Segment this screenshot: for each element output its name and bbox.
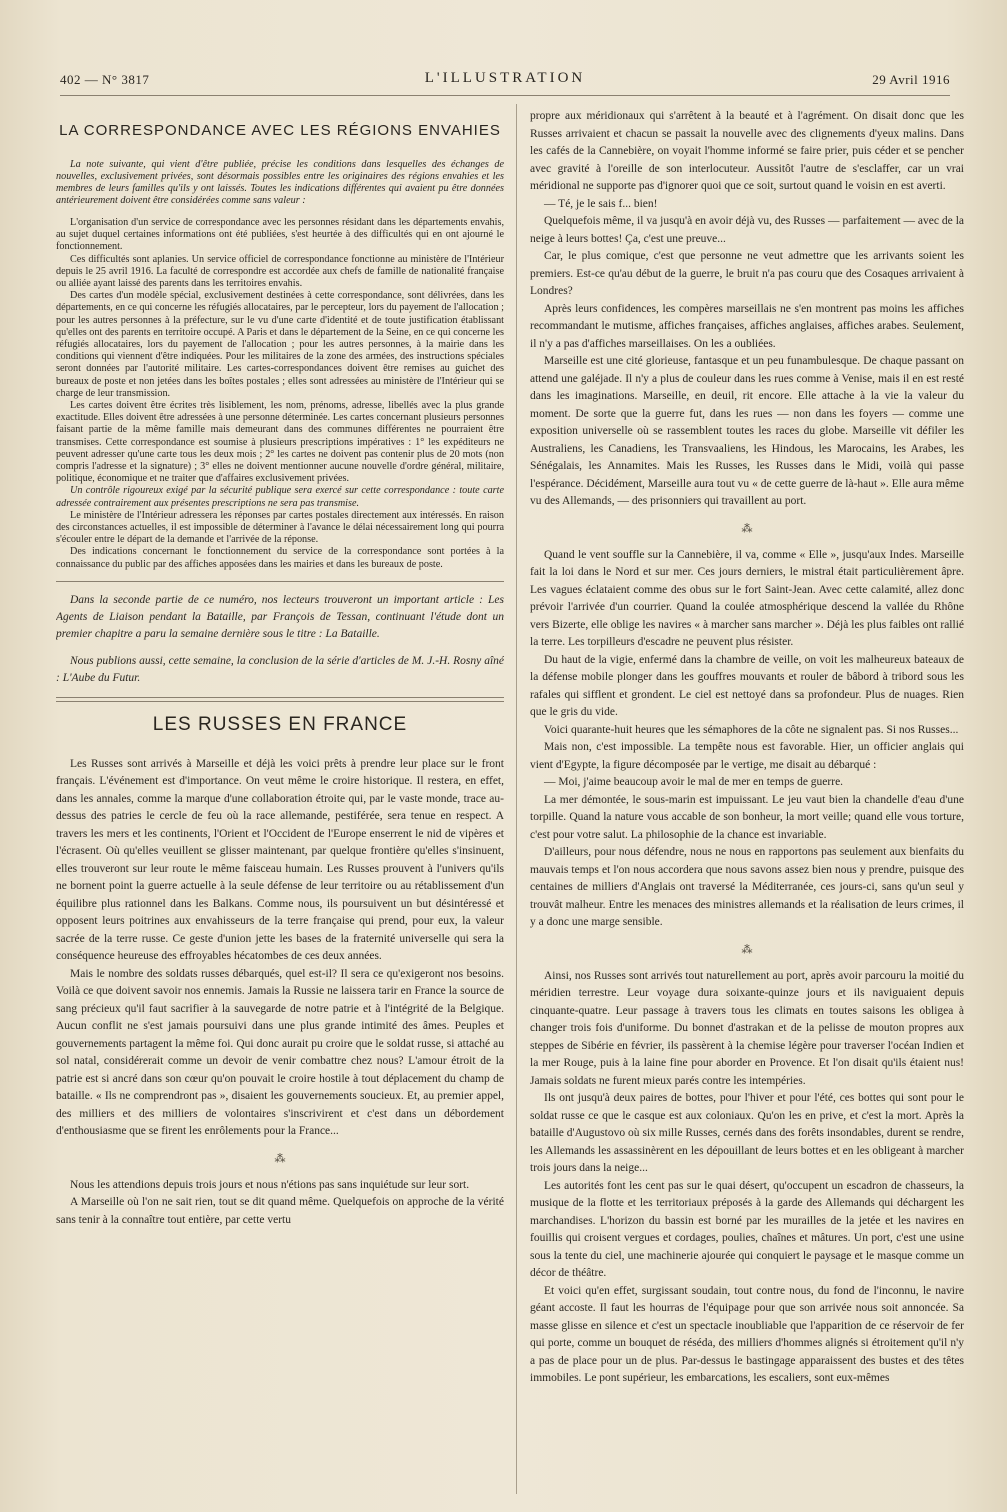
article-paragraph: Voici quarante-huit heures que les sémaphores de la côte ne signalent pas. Si nos Russes...	[544, 723, 959, 736]
article-paragraph: Nous les attendions depuis trois jours et nous n'étions pas sans inquiétude sur leur sort.	[70, 1178, 470, 1191]
page-header	[60, 66, 950, 90]
article-paragraph: — Té, je le sais f... bien!	[544, 197, 658, 210]
left-column	[56, 108, 504, 1493]
article-paragraph: Ils ont jusqu'à deux paires de bottes, pour l'hiver et pour l'été, ces bottes qui sont pour le soldat russe ce que le casque est aux coloniaux. Qu'on les en prive, et c'est la mort. Après la bataille d'Augustovo où six mille Russes, cernés dans des forêts insondables, durent se rendre, les Allemands les assassinèrent en les dépouillant de leurs bottes et en les obligeant à marcher trois jours dans la neige...	[530, 1092, 964, 1174]
article-paragraph: Quand le vent souffle sur la Cannebière, il va, comme « Elle », jusqu'aux Indes. Marseille fait la loi dans le Nord et sur mer. Ces jours derniers, le mistral était particulièrement âpre. Les vagues éclataient comme des obus sur le fort Saint-Jean. Avec cette calamité, allez donc prévoir l'arrivée d'un courrier. Quand la coulée atmosphérique descend la vallée du Rhône vers Bizerte, elle oblige les navires « à marcher sans marcher ». Déjà les plus faibles ont rallié la terre. Les torpilleurs d'escadre ne peuvent plus résister.	[530, 548, 964, 648]
article-paragraph: Quelquefois même, il va jusqu'à en avoir déjà vu, des Russes — parfaitement — avec de la neige à leurs bottes! Ça, c'est une preuve...	[530, 215, 964, 245]
article-paragraph: Mais non, c'est impossible. La tempête nous est favorable. Hier, un officier anglais qui vient d'Egypte, la figure décomposée par le vertige, me disait au débarqué :	[530, 741, 964, 771]
article-paragraph: Et voici qu'en effet, surgissant soudain, tout contre nous, du fond de l'inconnu, le navire géant accoste. Il faut les hourras de l'équipage pour que son arrivée nous soit annoncée. Sa masse glisse en silence et c'est un spectacle inoubliable que l'apparition de ce réservoir de fer qui porte, comme un bouquet de réséda, des milliers d'hommes alignés si étroitement qu'il n'y a pas de place pour un de plus. Par-dessus le bastingage apparaissent des bustes et des têtes immobiles. Le pont supérieur, les embarcations, les escaliers, sont eux-mêmes	[530, 1284, 964, 1384]
article-paragraph: Mais le nombre des soldats russes débarqués, quel est-il? Il sera ce qu'exigeront nos besoins. Voilà ce que doivent savoir nos ennemis. Jamais la Russie ne laissera tarir en France la source de sang précieux qu'il faut sacrifier à la sauvegarde de notre patrie et à l'intégrité de la Belgique. Aucun conflit ne s'est jamais poursuivi dans une plus grande intimité des âmes. Peuples et gouvernements partagent la même foi. Qui donc aurait pu croire que le soldat russe, si attaché au sol natal, considérerait comme un devoir de venir combattre chez nous? L'amour étroit de la patrie est si ancré dans son cœur qu'on pouvait le croire hostile à tout déplacement du champ de bataille. « Ils ne comprendront pas », disaient les gouvernements soucieux. Et, au premier appel, des milliers et des milliers de volontaires s'inscrivirent et c'est dans un débordement d'enthousiasme que se firent les enrôlements pour la France...	[56, 967, 504, 1138]
asterism-separator: ⁂	[741, 943, 753, 956]
intro-note: La note suivante, qui vient d'être publiée, précise les conditions dans lesquelles des échanges de nouvelles, exclusivement privées, sont désormais possibles entre les originaires des régions envahies et les membres de leurs familles qu'ils y ont laissés. Toutes les indications différentes qui avaient pu être données antérieurement doivent être considérées comme sans valeur :	[56, 159, 504, 206]
article-paragraph: La mer démontée, le sous-marin est impuissant. Le jeu vaut bien la chandelle d'eau d'une torpille. Quand la nature vous accable de son bonheur, la mort veille; quand elle vous torture, c'est pour votre salut. La philosophie de la chance est invariable.	[530, 793, 964, 841]
publication-title: L'ILLUSTRATION	[424, 70, 586, 86]
correspondance-paragraph: Des indications concernant le fonctionnement du service de la correspondance sont portées à la connaissance du public par des affiches apposées dans les mairies et dans les bureaux de poste.	[56, 546, 504, 570]
right-column	[530, 108, 964, 1493]
article-paragraph: D'ailleurs, pour nous défendre, nous ne nous en rapportons pas seulement aux bienfaits du mauvais temps et l'on nous accordera que nous savons assez bien nous y prendre, puisque des centaines de milliers d'Anglais ont traversé la Méditerranée, ces jours-ci, sans qu'un seul y trouvât malheur. Entre les menaces des ministres allemands et la réalisation de leurs crimes, il y a donc une marge sensible.	[530, 846, 964, 928]
correspondance-paragraph: Les cartes doivent être écrites très lisiblement, les nom, prénoms, adresse, libellés avec la plus grande exactitude. Elles doivent être adressées à une personne déterminée. Les cartes concernant plusieurs personnes faisant partie de la même famille mais demeurant dans des communes différentes ne pourraient être transmises. Cette correspondance est soumise à plusieurs prescriptions impératives : 1° les expéditeurs ne peuvent adresser qu'une carte tous les deux mois ; 2° les cartes ne doivent pas contenir plus de 20 mots (non compris l'adresse et la signature) ; 3° elles ne doivent mentionner aucune nouvelle d'ordre général, militaire, politique, économique et ne traiter que d'affaires exclusivement privées.	[56, 400, 504, 485]
editorial-note: Nous publions aussi, cette semaine, la conclusion de la série d'articles de M. J.-H. Rosny aîné : L'Aube du Futur.	[56, 654, 504, 684]
article-paragraph: Marseille est une cité glorieuse, fantasque et un peu funambulesque. De chaque passant on attend une galéjade. Il n'y a plus de couleur dans les rues comme à Venise, mais il en est resté dans les imaginations. Marseille, en deuil, rit encore. Elle attache à la vie la valeur du moment. De sorte que la guerre fut, dans les rues — non dans les foyers — comme une exposition universelle où se rassemblent toutes les races du globe. Marseille vit défiler les Australiens, les Canadiens, les Transvaaliens, les Hindous, les Marocains, les Arabes, les Sénégalais, les Annamites. Mais les Russes, les Russes dans le Midi, voilà qui passe l'espérance. Décidément, Marseille aura tout vu « de cette guerre de là-haut ». Elle aura même vu des Allemands, — des prisonniers qui travaillent au port.	[530, 355, 964, 507]
correspondance-paragraph: L'organisation d'un service de correspondance avec les personnes résidant dans les départements envahis, au sujet duquel certaines informations ont été publiées, s'est heurtée à des difficultés qui en ont ajourné le fonctionnement.	[56, 217, 504, 253]
asterism-separator: ⁂	[274, 1152, 286, 1165]
correspondance-paragraph: Un contrôle rigoureux exigé par la sécurité publique sera exercé sur cette correspondance : toute carte adressée contrairement aux présentes prescriptions ne sera pas transmise.	[56, 485, 504, 509]
article-paragraph: Après leurs confidences, les compères marseillais ne s'en montrent pas moins les affiches recommandant le mutisme, affiches françaises, affiches anglaises, affiches arabes. Seulement, il n'y a pas d'affiches marseillaises. On les a oubliées.	[530, 302, 964, 350]
page-number: 402 — N° 3817	[60, 72, 150, 87]
correspondance-paragraph: Des cartes d'un modèle spécial, exclusivement destinées à cette correspondance, sont délivrées, dans les départements, en ce qui concerne les réfugiés allocataires, par le percepteur, lors du payement de l'allocation ; pour les autres personnes à la préfecture, sur le vu d'une carte d'identité et de toute justification établissant qu'elles ont des parents en territoire occupé. A Paris et dans le département de la Seine, en ce qui concerne les réfugiés allocataires, lors du payement de l'allocation ; pour les autres personnes, à la mairie dans les conditions qui viennent d'être indiquées. Pour les militaires de la zone des armées, des instructions spéciales seront données par l'autorité militaire. Les cartes-correspondances doivent être remises au guichet des bureaux de poste et non jetées dans les boîtes postales ; elles sont adressées au ministère de l'Intérieur qui se charge de leur transmission.	[56, 290, 504, 399]
correspondance-paragraph: Ces difficultés sont aplanies. Un service officiel de correspondance fonctionne au ministère de l'Intérieur depuis le 25 avril 1916. La faculté de correspondre est accordée aux chefs de famille de nationalité française ou alliée ayant laissé des parents dans les territoires envahis.	[56, 253, 504, 290]
article-paragraph: Ainsi, nos Russes sont arrivés tout naturellement au port, après avoir parcouru la moitié du méridien terrestre. Leur voyage dura soixante-quinze jours et ils naviguaient depuis cinquante-quatre. Leur passage à travers tous les climats en toutes saisons les obligea à changer trois fois d'uniforme. Du bonnet d'astrakan et de la pelisse de mouton propres aux steppes de Sibérie en février, ils passèrent à la chemise légère pour traverser l'océan Indien et la mer Rouge, puis à la laine fine pour aborder en Provence. Et l'on disait qu'ils étaient nus! Jamais soldats ne furent mieux parés contre les intempéries.	[530, 969, 964, 1087]
editorial-note: Dans la seconde partie de ce numéro, nos lecteurs trouveront un important article : Les Agents de Liaison pendant la Bataille, par François de Tessan, continuant l'étude dont un premier chapitre a paru la semaine dernière sous le titre : La Bataille.	[56, 593, 504, 640]
section-title-russes: LES RUSSES EN FRANCE	[152, 713, 408, 735]
article-paragraph: Du haut de la vigie, enfermé dans la chambre de veille, on voit les malheureux bateaux de la défense mobile plonger dans les gouffres mouvants et rouler de bâbord à tribord sous les rafales qui sifflent et grondent. Le ciel est nettoyé dans sa profondeur. Plus de nuages. Rien que le gris du vide.	[530, 653, 964, 718]
section-rule-double	[56, 697, 504, 702]
article-paragraph: — Moi, j'aime beaucoup avoir le mal de mer en temps de guerre.	[544, 776, 844, 788]
section-rule	[56, 581, 504, 582]
asterism-separator: ⁂	[741, 522, 753, 535]
issue-date: 29 Avril 1916	[872, 72, 950, 87]
article-paragraph: Les autorités font les cent pas sur le quai désert, qu'occupent un escadron de chasseurs, la musique de la flotte et les territoriaux préposés à la garde des Allemands qui déchargent les marchandises. L'horizon du bassin est borné par les murailles de la jetée et les navires en fouillis qui croisent vergues et cordages, poulies, chaînes et mâtures. Un port, c'est une usine sous la tente du ciel, une machinerie ajourée qui conquiert le paysage et le masque comme un décor de théâtre.	[530, 1179, 964, 1279]
article-paragraph: propre aux méridionaux qui s'arrêtent à la beauté et à l'agrément. On disait donc que les Russes arrivaient et chacun se passait la nouvelle avec des clignements d'yeux malins. Dans les cafés de la Cannebière, on voyait l'homme informé se faire prier, puis céder et se pencher avec gravité à l'oreille de son interlocuteur. Aussitôt l'autre de s'esclaffer, car un vrai méridional ne supporte pas d'ignorer quoi que ce soit, surtout quand le voisin en est averti.	[530, 110, 964, 192]
header-rule	[60, 95, 950, 96]
correspondance-paragraph: Le ministère de l'Intérieur adressera les réponses par cartes postales directement aux intéressés. En raison des circonstances actuelles, il est impossible de déterminer à l'avance le délai nécessairement long qui pourra s'écouler entre le départ de la demande et l'arrivée de la réponse.	[56, 509, 504, 546]
column-divider	[516, 104, 517, 1494]
article-paragraph: Car, le plus comique, c'est que personne ne veut admettre que les arrivants soient les premiers. Est-ce qu'au début de la guerre, le bruit n'a pas couru que des Cosaques arrivaient à Londres?	[530, 250, 964, 297]
article-paragraph: Les Russes sont arrivés à Marseille et déjà les voici prêts à prendre leur place sur le front français. L'événement est d'importance. On veut même le croire historique. Il restera, en effet, dans les annales, comme la marque d'une collaboration étroite qui, par le vaste monde, trace au-dessus des patries le cercle de feu où la race allemande, pestiférée, sera tenue en respect. A travers les mers et les continents, l'Orient et l'Occident de l'Europe enserrent le nid de vipères et l'écrasent. Où qu'elles veuillent se glisser maintenant, par quelque frontière qu'elles s'insinuent, elles trouveront sur leur route le même faisceau humain. Les Russes prouvent à l'univers qu'ils ne bornent point la guerre actuelle à la seule défense de leur territoire ou au rétablissement d'un équilibre plus rationnel dans les Balkans. Comme nous, ils poursuivent un but désintéressé et opposent leurs poitrines aux envahisseurs de la terre française qui prend, pour eux, la valeur sacrée de la terre russe. Ce geste d'union jette les bases de la fraternité universelle qui sera la conséquence heureuse des effroyables hécatombes de ces deux années.	[56, 757, 504, 963]
article-paragraph: A Marseille où l'on ne sait rien, tout se dit quand même. Quelquefois on approche de la vérité sans tenir à la connaître tout entière, par cette vertu	[56, 1196, 504, 1226]
section-title-correspondance: LA CORRESPONDANCE AVEC LES RÉGIONS ENVAHIES	[59, 122, 501, 139]
